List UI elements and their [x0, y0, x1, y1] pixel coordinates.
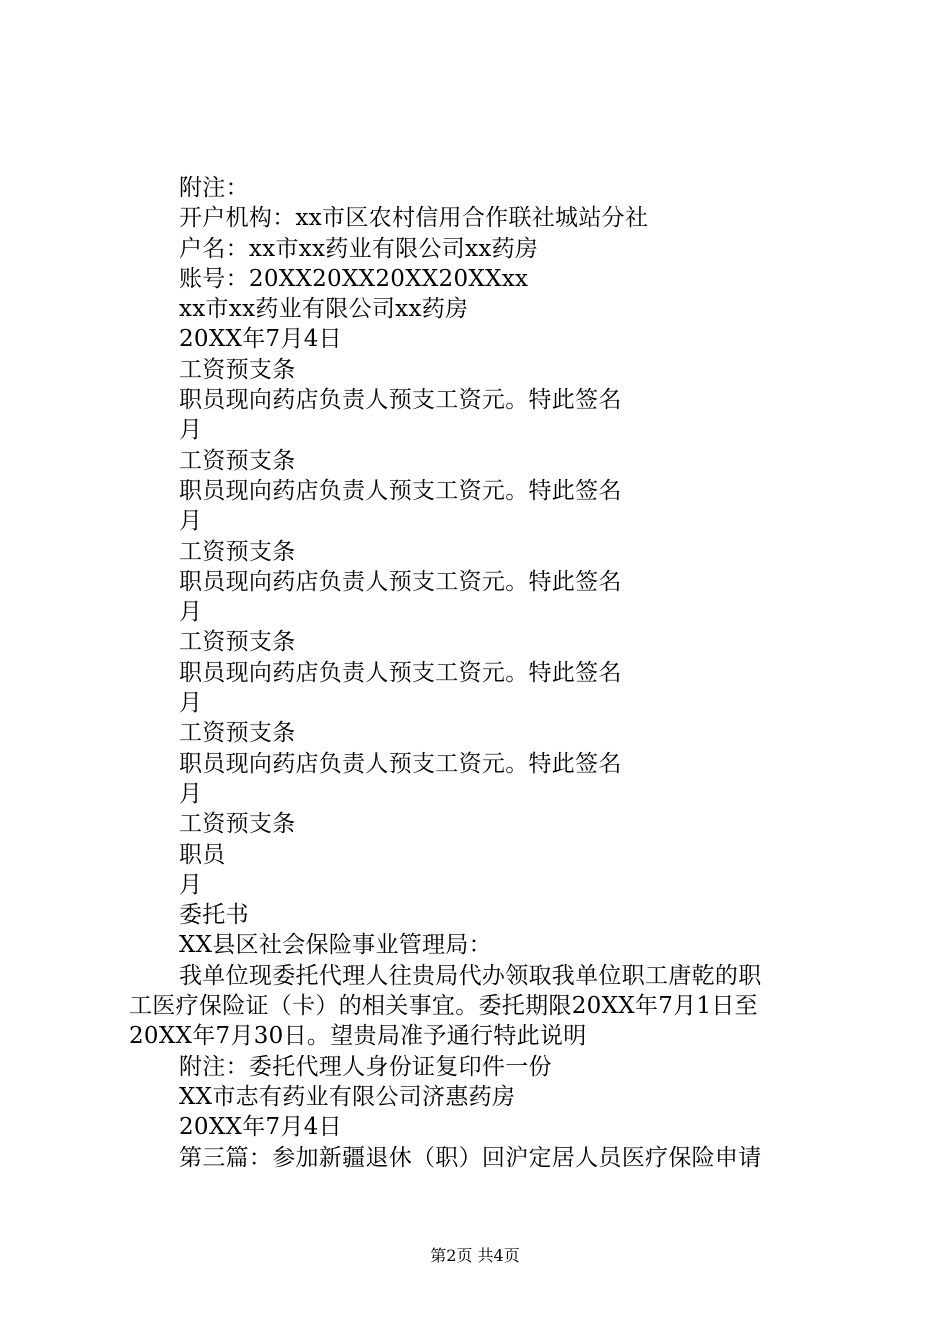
text-line: 账号：20XX20XX20XX20XXxx: [179, 265, 529, 292]
text-line: 20XX年7月4日: [179, 326, 342, 353]
text-line: XX市志有药业有限公司济惠药房: [179, 1083, 516, 1110]
text-line: 工资预支条: [179, 811, 296, 838]
page-number: 第2页 共4页: [430, 1246, 520, 1265]
text-line: 第三篇：参加新疆退休（职）回沪定居人员医疗保险申请: [179, 1144, 762, 1171]
text-line: xx市xx药业有限公司xx药房: [179, 296, 469, 323]
text-line: 20XX年7月30日。望贵局准予通行特此说明: [129, 1023, 587, 1050]
text-line: XX县区社会保险事业管理局：: [179, 932, 492, 959]
text-line: 户名：xx市xx药业有限公司xx药房: [179, 235, 539, 262]
text-line: 20XX年7月4日: [179, 1114, 342, 1141]
page-footer: [0, 1243, 950, 1266]
text-line: 工资预支条: [179, 356, 296, 383]
text-line: 工资预支条: [179, 720, 296, 747]
text-line: 附注：委托代理人身份证复印件一份: [179, 1053, 552, 1080]
text-line: 月: [179, 508, 203, 535]
text-line: 月: [179, 871, 203, 898]
text-line: 附注：: [179, 175, 249, 201]
text-line: 工医疗保险证（卡）的相关事宜。委托期限20XX年7月1日至: [129, 993, 758, 1020]
text-line: 职员: [179, 841, 226, 868]
text-line: 职员现向药店负责人预支工资元。特此签名: [179, 750, 622, 777]
text-line: 我单位现委托代理人往贵局代办领取我单位职工唐乾的职: [179, 962, 762, 989]
text-line: 月: [179, 417, 203, 444]
document-body: [129, 173, 837, 1173]
text-line: 职员现向药店负责人预支工资元。特此签名: [179, 659, 622, 686]
text-line: 职员现向药店负责人预支工资元。特此签名: [179, 477, 622, 504]
text-line: 工资预支条: [179, 447, 296, 474]
text-line: 职员现向药店负责人预支工资元。特此签名: [179, 387, 622, 414]
text-line: 职员现向药店负责人预支工资元。特此签名: [179, 568, 622, 595]
text-line: 工资预支条: [179, 629, 296, 656]
text-line: 工资预支条: [179, 538, 296, 565]
text-line: 委托书: [179, 902, 249, 929]
text-line: 开户机构：xx市区农村信用合作联社城站分社: [179, 205, 649, 232]
text-line: 月: [179, 690, 203, 717]
text-line: 月: [179, 599, 203, 626]
text-line: 月: [179, 780, 203, 807]
